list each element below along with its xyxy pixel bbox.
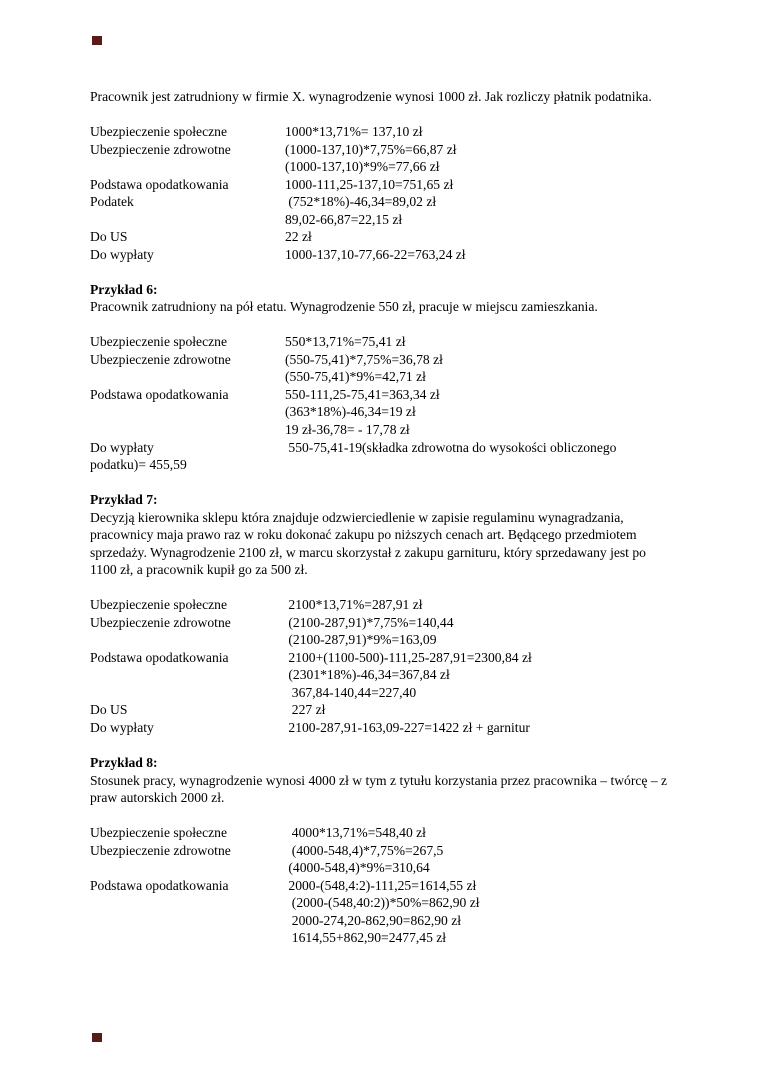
calc-value: 2000-(548,4:2)-111,25=1614,55 zł	[285, 877, 477, 893]
calc-label: Do wypłaty	[90, 246, 154, 262]
calc-label: Podstawa opodatkowania	[90, 649, 229, 665]
calc-label	[90, 894, 285, 912]
calc-value: 4000*13,71%=548,40 zł	[285, 825, 426, 841]
calculation-table	[90, 333, 670, 473]
calc-label: Podstawa opodatkowania	[90, 877, 229, 893]
calc-label	[90, 912, 285, 930]
calc-label: Do wypłaty	[90, 719, 154, 735]
calc-value: 227 zł	[285, 702, 326, 718]
calc-value: 1614,55+862,90=2477,45 zł	[285, 930, 447, 946]
calc-value: (4000-548,4)*7,75%=267,5	[285, 842, 444, 858]
calc-row	[90, 666, 670, 684]
calc-value: 1000-111,25-137,10=751,65 zł	[285, 176, 454, 192]
calc-value: 550*13,71%=75,41 zł	[285, 334, 406, 350]
calc-value: 89,02-66,87=22,15 zł	[285, 211, 403, 227]
calc-row	[90, 439, 670, 457]
calc-value: (2301*18%)-46,34=367,84 zł	[285, 667, 450, 683]
page-marker-top	[92, 36, 102, 45]
calc-label: Ubezpieczenie zdrowotne	[90, 842, 231, 858]
calc-label: Ubezpieczenie społeczne	[90, 124, 227, 140]
calc-row	[90, 877, 670, 895]
calc-row	[90, 141, 670, 159]
calc-label	[90, 859, 285, 877]
section-intro	[90, 88, 670, 263]
calc-row	[90, 614, 670, 632]
calc-value: (752*18%)-46,34=89,02 zł	[285, 194, 437, 210]
calculation-table	[90, 824, 670, 947]
calc-value: 19 zł-36,78= - 17,78 zł	[285, 422, 410, 437]
section-przyklad-8	[90, 754, 670, 947]
calc-label: Ubezpieczenie społeczne	[90, 334, 227, 350]
section-paragraph: Decyzją kierownika sklepu która znajduje odzwierciedlenie w zapisie regulaminu wynagradzania, pracownicy maja prawo raz w roku dokonać zakupu po niższych cenach art. Będącego przedmiotem sprzedaży. Wynagrodzenie 2100 zł, w marcu skorzystał z zakupu garnituru, który sprzedawany jest po 1100 zł, a pracownik kupił go za 500 zł.	[90, 509, 646, 578]
section-heading: Przykład 8:	[90, 755, 158, 770]
calc-value: 1000-137,10-77,66-22=763,24 zł	[285, 246, 466, 262]
calc-label	[90, 421, 285, 439]
calc-value: (2000-(548,40:2))*50%=862,90 zł	[285, 895, 480, 911]
calc-label: Do wypłaty	[90, 439, 154, 455]
calc-row	[90, 912, 670, 930]
calc-label: Ubezpieczenie zdrowotne	[90, 141, 231, 157]
calc-label: Ubezpieczenie społeczne	[90, 597, 227, 613]
calc-row	[90, 456, 670, 474]
calc-value: (2100-287,91)*7,75%=140,44	[285, 614, 454, 630]
calc-value: (363*18%)-46,34=19 zł	[285, 404, 416, 420]
calc-label: Podstawa opodatkowania	[90, 386, 229, 402]
calc-value: (550-75,41)*7,75%=36,78 zł	[285, 351, 443, 367]
calc-row	[90, 228, 670, 246]
calc-row	[90, 123, 670, 141]
calc-row	[90, 719, 670, 737]
calc-row	[90, 368, 670, 386]
calc-value: 2100+(1100-500)-111,25-287,91=2300,84 zł	[285, 649, 532, 665]
calc-label: Ubezpieczenie zdrowotne	[90, 614, 231, 630]
calc-label	[90, 684, 285, 702]
calc-row	[90, 894, 670, 912]
calc-value: 550-111,25-75,41=363,34 zł	[285, 386, 440, 402]
calc-label: podatku)= 455,59	[90, 457, 187, 473]
calc-value: (1000-137,10)*9%=77,66 zł	[285, 159, 440, 175]
calc-row	[90, 333, 670, 351]
calculation-table	[90, 596, 670, 736]
calc-value: 1000*13,71%= 137,10 zł	[285, 124, 423, 140]
calc-value: 22 zł	[285, 229, 312, 245]
calc-row	[90, 596, 670, 614]
calc-value: 2000-274,20-862,90=862,90 zł	[285, 912, 462, 928]
calc-row	[90, 701, 670, 719]
section-przyklad-7	[90, 491, 670, 736]
calc-value: 2100*13,71%=287,91 zł	[285, 597, 423, 613]
calc-row	[90, 649, 670, 667]
calc-label: Podstawa opodatkowania	[90, 176, 229, 192]
calc-value: 2100-287,91-163,09-227=1422 zł + garnitur	[285, 719, 530, 735]
calc-row	[90, 158, 670, 176]
calc-row	[90, 351, 670, 369]
calc-row	[90, 824, 670, 842]
calc-label: Do US	[90, 229, 128, 245]
calc-label	[90, 158, 285, 176]
calc-row	[90, 842, 670, 860]
calc-row	[90, 211, 670, 229]
section-heading: Przykład 7:	[90, 492, 158, 508]
calc-value: (550-75,41)*9%=42,71 zł	[285, 369, 426, 385]
calc-row	[90, 859, 670, 877]
calc-value: 550-75,41-19(składka zdrowotna do wysokości obliczonego	[285, 439, 617, 455]
section-paragraph: Pracownik zatrudniony na pół etatu. Wynagrodzenie 550 zł, pracuje w miejscu zamieszkania.	[90, 299, 598, 315]
page-marker-bottom	[92, 1033, 102, 1042]
calc-row	[90, 631, 670, 649]
calc-row	[90, 386, 670, 404]
calc-value: (4000-548,4)*9%=310,64	[285, 860, 430, 876]
calc-label	[90, 368, 285, 386]
calc-value: (2100-287,91)*9%=163,09	[285, 632, 437, 648]
calc-value	[285, 456, 670, 474]
calculation-table	[90, 123, 670, 263]
calc-row	[90, 246, 670, 264]
section-paragraph: Pracownik jest zatrudniony w firmie X. wynagrodzenie wynosi 1000 zł. Jak rozliczy płatnik podatnika.	[90, 89, 652, 104]
calc-label	[90, 929, 285, 947]
calc-row	[90, 176, 670, 194]
calc-row	[90, 421, 670, 439]
calc-row	[90, 929, 670, 947]
section-przyklad-6	[90, 281, 670, 474]
calc-label: Do US	[90, 702, 128, 718]
calc-label	[90, 631, 285, 649]
calc-row	[90, 193, 670, 211]
calc-label: Podatek	[90, 194, 134, 210]
calc-label	[90, 403, 285, 421]
section-paragraph: Stosunek pracy, wynagrodzenie wynosi 4000 zł w tym z tytułu korzystania przez pracownika – twórcę – z praw autorskich 2000 zł.	[90, 772, 668, 806]
calc-value: (1000-137,10)*7,75%=66,87 zł	[285, 141, 457, 157]
calc-value: 367,84-140,44=227,40	[285, 684, 417, 700]
calc-label: Ubezpieczenie zdrowotne	[90, 351, 231, 367]
section-heading: Przykład 6:	[90, 281, 158, 297]
calc-label	[90, 211, 285, 229]
calc-label: Ubezpieczenie społeczne	[90, 825, 227, 841]
calc-row	[90, 684, 670, 702]
calc-row	[90, 403, 670, 421]
calc-label	[90, 666, 285, 684]
